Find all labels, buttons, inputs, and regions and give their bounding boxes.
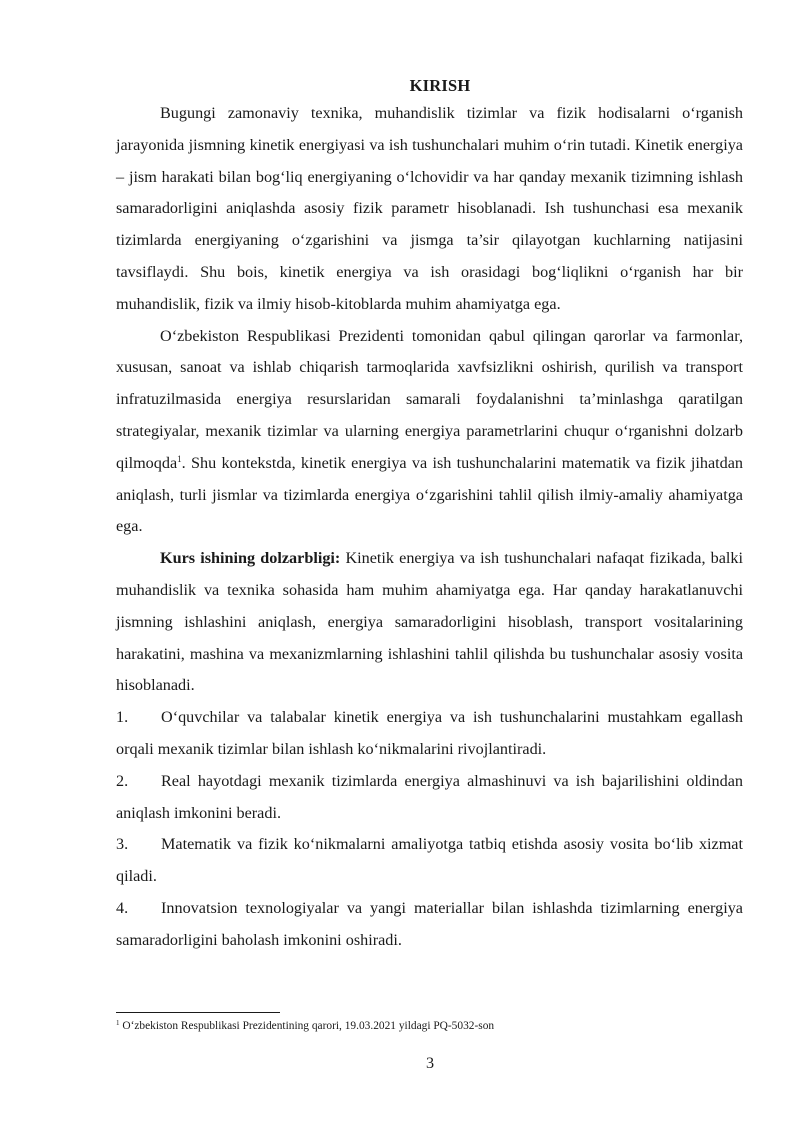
list-item-number: 4. (116, 898, 129, 917)
list-item-number: 2. (116, 771, 129, 790)
list-item-text: Real hayotdagi mexanik tizimlarda energiya almashinuvi va ish bajarilishini oldindan aniqlash imkonini beradi. (116, 771, 743, 822)
list-item-text: Innovatsion texnologiyalar va yangi materiallar bilan ishlashda tizimlarning energiya samaradorligini baholash imkonini oshiradi. (116, 898, 743, 949)
paragraph-relevance (116, 543, 743, 702)
paragraph-text: . Shu kontekstda, kinetik energiya va ish tushunchalarini matematik va fizik jihatdan aniqlash, turli jismlar va tizimlarda energiya o‘zgarishini tahlil qilish ilmiy-amaliy ahamiyatga ega. (116, 453, 743, 536)
list-item (116, 766, 743, 830)
footnote-mark: 1 (116, 1019, 120, 1027)
relevance-label: Kurs ishining dolzarbligi: (160, 549, 341, 568)
list-item-number: 1. (116, 708, 129, 727)
paragraph-text: O‘zbekiston Respublikasi Prezidenti tomonidan qabul qilingan qarorlar va farmonlar, xususan, sanoat va ishlab chiqarish tarmoqlarida xavfsizlikni oshirish, qurilish va transport infratuzilmasida energiya resurslaridan samarali foydalanishni ta’minlashga qaratilgan strategiyalar, mexanik tizimlar va ularning energiya parametrlarini chuqur o‘rganishni dolzarb qilmoqda (116, 326, 743, 472)
list-item-number: 3. (116, 835, 129, 854)
footnote (116, 1019, 756, 1033)
paragraph-introduction: Bugungi zamonaviy texnika, muhandislik tizimlar va fizik hodisalarni o‘rganish jarayonida jismning kinetik energiyasi va ish tushunchalari muhim o‘rin tutadi. Kinetik energiya – jism harakati bilan bog‘liq energiyaning o‘lchovidir va har qanday mexanik tizimning ishlash samaradorligini aniqlashda asosiy fizik parametr hisoblanadi. Ish tushunchasi esa mexanik tizimlarda energiyaning o‘zgarishini va jismga ta’sir qilayotgan kuchlarning natijasini tavsiflaydi. Shu bois, kinetik energiya va ish orasidagi bog‘liqlikni o‘rganish har bir muhandislik, fizik va ilmiy hisob-kitoblarda muhim ahamiyatga ega. (116, 104, 743, 313)
list-item (116, 893, 743, 957)
list-item-text: O‘quvchilar va talabalar kinetik energiya va ish tushunchalarini mustahkam egallash orqali mexanik tizimlar bilan ishlash ko‘nikmalarini rivojlantiradi. (116, 708, 743, 758)
footnote-separator (116, 1012, 280, 1013)
paragraph-text: Kinetik energiya va ish tushunchalari nafaqat fizikada, balki muhandislik va texnika sohasida ham muhim ahamiyatga ega. Har qanday harakatlanuvchi jismning ishlashini aniqlash, energiya samaradorligini hisoblash, transport vositalarining harakatini, mashina va mexanizmlarning ishlashini tahlil qilishda bu tushunchalar asosiy vosita hisoblanadi. (116, 549, 744, 695)
page-number: 3 (425, 1054, 435, 1072)
body-text (116, 98, 743, 957)
list-item (116, 829, 743, 893)
footnote-text: O‘zbekiston Respublikasi Prezidentining qarori, 19.03.2021 yildagi PQ-5032-son (119, 1020, 495, 1032)
section-heading: KIRISH (409, 76, 471, 95)
list-item-text: Matematik va fizik ko‘nikmalarni amaliyotga tatbiq etishda asosiy vosita bo‘lib xizmat qiladi. (116, 835, 743, 886)
footnote-reference: 1 (177, 453, 182, 464)
list-item (116, 702, 743, 766)
paragraph-government-context (116, 321, 743, 544)
